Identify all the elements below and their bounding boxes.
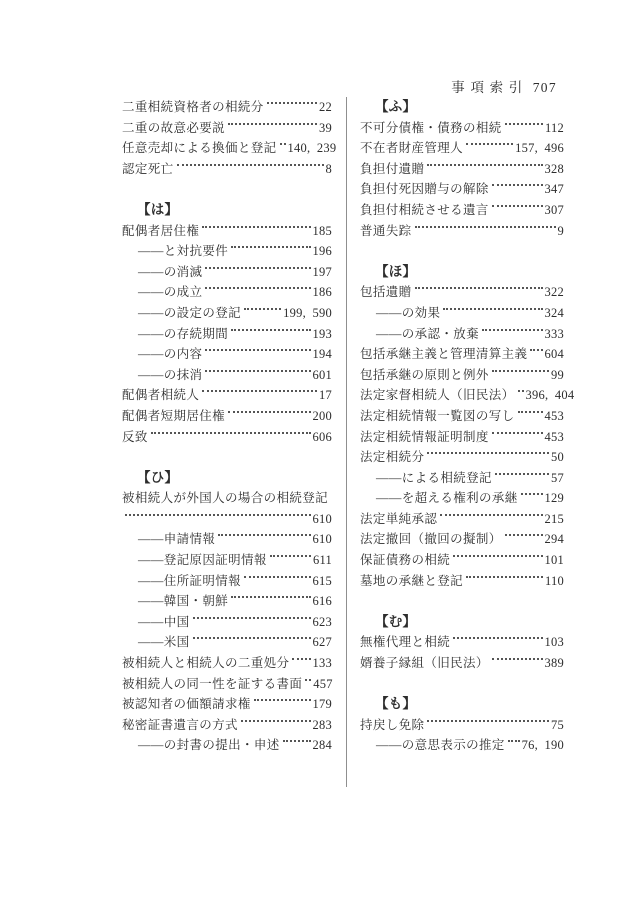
entry-term: 包括遺贈	[360, 285, 412, 300]
index-column-right	[347, 97, 575, 787]
index-entry-row	[360, 550, 564, 571]
index-entry-row	[122, 344, 332, 365]
entry-page-refs: 50	[551, 450, 564, 465]
entry-page-refs: 324	[544, 305, 564, 320]
index-section	[122, 468, 332, 756]
index-section	[360, 262, 575, 592]
entry-page-refs: 389	[544, 656, 564, 671]
entry-term: ――の設定の登記	[138, 305, 242, 320]
folio-page-number: 707	[532, 80, 557, 95]
index-entry-row	[360, 344, 564, 365]
index-entry-row	[360, 365, 564, 386]
index-entry-row	[122, 529, 332, 550]
entry-page-refs: 615	[312, 573, 332, 588]
entry-page-refs: 453	[544, 429, 564, 444]
section-heading: 【む】	[375, 613, 417, 629]
entry-term: 法定相続情報一覧図の写し	[360, 408, 515, 423]
index-entry-row	[122, 674, 332, 695]
entry-term: ――住所証明情報	[138, 573, 242, 588]
entry-term: ――の存続期間	[138, 326, 229, 341]
entry-term: 秘密証書遺言の方式	[122, 717, 238, 732]
entry-page-refs: 57	[551, 470, 564, 485]
entry-term: 認定死亡	[122, 161, 174, 176]
entry-term: 墓地の承継と登記	[360, 573, 464, 588]
index-entry-row	[122, 632, 332, 653]
index-entry-row	[360, 303, 564, 324]
entry-page-refs: 186	[312, 285, 332, 300]
index-entry-row	[360, 282, 564, 303]
entry-term: 保証債務の相続	[360, 553, 451, 568]
index-entry-row	[360, 118, 564, 139]
entry-page-refs: 623	[312, 614, 332, 629]
entry-term: 負担付死因贈与の解除	[360, 182, 489, 197]
index-section	[360, 612, 564, 674]
entry-term: ――韓国・朝鮮	[138, 594, 229, 609]
index-entry-row	[360, 385, 575, 406]
entry-page-refs: 76, 190	[521, 738, 564, 753]
entry-page-refs: 179	[312, 697, 332, 712]
entry-term: 配偶者短期居住権	[122, 408, 226, 423]
entry-term: ――の効果	[376, 305, 441, 320]
entry-page-refs: 101	[544, 553, 564, 568]
entry-page-refs: 457	[313, 676, 333, 691]
entry-term: 婿養子縁組（旧民法）	[360, 656, 489, 671]
entry-term: ――の消滅	[138, 264, 203, 279]
entry-term: 包括承継の原則と例外	[360, 367, 489, 382]
index-entry-row	[122, 159, 332, 180]
entry-page-refs: 185	[312, 223, 332, 238]
entry-term: ――の内容	[138, 347, 203, 362]
entry-page-refs: 157, 496	[515, 141, 564, 156]
index-column-left	[122, 97, 347, 787]
index-section	[122, 200, 332, 447]
entry-page-refs: 129	[544, 491, 564, 506]
entry-term: 法定単純承認	[360, 511, 438, 526]
entry-term: 任意売却による換価と登記	[122, 141, 277, 156]
index-entry-row	[122, 509, 332, 530]
index-entry-row	[122, 365, 332, 386]
entry-page-refs: 284	[312, 738, 332, 753]
entry-term: ――米国	[138, 635, 190, 650]
index-entry-row	[122, 653, 332, 674]
index-entry-row	[122, 262, 332, 283]
section-heading: 【ほ】	[375, 263, 417, 279]
entry-page-refs: 99	[551, 367, 564, 382]
entry-term: 法定相続情報証明制度	[360, 429, 489, 444]
entry-term: 法定相続分	[360, 450, 425, 465]
entry-page-refs: 610	[312, 532, 332, 547]
entry-page-refs: 75	[551, 717, 564, 732]
index-entry-row	[360, 529, 564, 550]
entry-term: 被相続人が外国人の場合の相続登記	[122, 491, 329, 506]
index-entry-row	[360, 735, 564, 756]
index-entry-row	[360, 200, 564, 221]
index-entry-row	[122, 427, 332, 448]
index-entry-row	[122, 221, 332, 242]
index-entry-row	[122, 612, 332, 633]
entry-term: 無権代理と相続	[360, 635, 451, 650]
entry-term: 普通失踪	[360, 223, 412, 238]
entry-page-refs: 133	[312, 656, 332, 671]
index-entry-row	[122, 571, 332, 592]
entry-page-refs: 9	[557, 223, 564, 238]
index-entry-row	[122, 303, 332, 324]
entry-term: 法定家督相続人（旧民法）	[360, 388, 515, 403]
entry-page-refs: 396, 404	[525, 388, 575, 403]
entry-term: ――の抹消	[138, 367, 203, 382]
entry-page-refs: 112	[544, 120, 564, 135]
entry-page-refs: 307	[544, 202, 564, 217]
index-entry-row	[360, 488, 564, 509]
entry-page-refs: 328	[544, 161, 564, 176]
entry-page-refs: 616	[312, 594, 332, 609]
entry-term: 配偶者居住権	[122, 223, 200, 238]
entry-term: 法定撤回（撤回の擬制）	[360, 532, 502, 547]
entry-page-refs: 610	[312, 511, 332, 526]
entry-page-refs: 347	[544, 182, 564, 197]
entry-term: 被相続人の同一性を証する書面	[122, 676, 303, 691]
entry-page-refs: 283	[312, 717, 332, 732]
index-entry-row	[122, 591, 332, 612]
entry-term: 被認知者の価額請求権	[122, 697, 251, 712]
entry-page-refs: 606	[312, 429, 332, 444]
index-entry-row	[122, 241, 332, 262]
entry-page-refs: 333	[544, 326, 564, 341]
index-entry-row	[122, 406, 332, 427]
entry-term: 持戻し免除	[360, 717, 425, 732]
index-entry-row	[122, 97, 332, 118]
index-entry-row	[360, 571, 564, 592]
index-entry-row	[122, 385, 332, 406]
entry-term: 被相続人と相続人の二重処分	[122, 656, 290, 671]
index-entry-row	[360, 324, 564, 345]
entry-page-refs: 196	[312, 244, 332, 259]
index-entry-row	[122, 138, 337, 159]
index-entry-row	[360, 138, 564, 159]
entry-page-refs: 39	[319, 120, 332, 135]
entry-page-refs: 103	[544, 635, 564, 650]
index-entry-row	[360, 447, 564, 468]
entry-page-refs: 215	[544, 511, 564, 526]
entry-term: ――の意思表示の推定	[376, 738, 505, 753]
entry-term: 二重相続資格者の相続分	[122, 100, 264, 114]
entry-term: ――と対抗要件	[138, 244, 229, 259]
entry-page-refs: 17	[319, 388, 332, 403]
index-section	[360, 97, 564, 241]
entry-term: ――の成立	[138, 285, 203, 300]
index-entry-row	[122, 324, 332, 345]
entry-term: 包括承継主義と管理清算主義	[360, 347, 528, 362]
index-entry-row	[122, 694, 332, 715]
entry-term: 二重の故意必要説	[122, 120, 226, 135]
index-entry-row	[122, 488, 332, 509]
entry-page-refs: 193	[312, 326, 332, 341]
entry-term: 配偶者相続人	[122, 388, 200, 403]
section-heading: 【は】	[137, 201, 179, 217]
entry-page-refs: 611	[312, 553, 332, 568]
entry-term: 負担付相続させる遺言	[360, 202, 489, 217]
section-heading: 【ひ】	[137, 469, 179, 485]
running-head	[451, 76, 557, 96]
entry-page-refs: 627	[312, 635, 332, 650]
entry-term: ――を超える権利の承継	[376, 491, 518, 506]
entry-page-refs: 199, 590	[283, 305, 332, 320]
entry-term: ――申請情報	[138, 532, 216, 547]
index-entry-row	[360, 406, 564, 427]
index-entry-row	[122, 118, 332, 139]
section-heading: 【ふ】	[375, 99, 417, 114]
entry-page-refs: 8	[325, 161, 332, 176]
index-entry-row	[360, 427, 564, 448]
index-entry-row	[360, 221, 564, 242]
entry-page-refs: 294	[544, 532, 564, 547]
index-entry-row	[360, 509, 564, 530]
entry-term: 不可分債権・債務の相続	[360, 120, 502, 135]
entry-term: ――の承認・放棄	[376, 326, 480, 341]
entry-page-refs: 110	[544, 573, 564, 588]
index-entry-row	[122, 550, 332, 571]
index-entry-row	[122, 282, 332, 303]
index-entry-row	[360, 159, 564, 180]
entry-term: 負担付遺贈	[360, 161, 425, 176]
index-entry-row	[360, 179, 564, 200]
entry-page-refs: 322	[544, 285, 564, 300]
index-entry-row	[360, 632, 564, 653]
entry-term: 不在者財産管理人	[360, 141, 464, 156]
entry-term: ――登記原因証明情報	[138, 553, 267, 568]
entry-term: 反致	[122, 429, 148, 444]
entry-page-refs: 194	[312, 347, 332, 362]
index-entry-row	[360, 715, 564, 736]
entry-page-refs: 140, 239	[287, 141, 337, 156]
index-entry-row	[122, 715, 332, 736]
index-entry-row	[122, 735, 332, 756]
entry-term: ――の封書の提出・申述	[138, 738, 280, 753]
index-section	[122, 97, 337, 179]
index-entry-row	[360, 653, 564, 674]
entry-page-refs: 22	[319, 100, 332, 114]
entry-page-refs: 601	[312, 367, 332, 382]
index-section	[360, 694, 564, 756]
index-columns	[122, 97, 575, 787]
entry-page-refs: 604	[544, 347, 564, 362]
entry-page-refs: 197	[312, 264, 332, 279]
index-title: 事項索引	[451, 80, 528, 95]
section-heading: 【も】	[375, 696, 417, 712]
entry-page-refs: 200	[312, 408, 332, 423]
index-entry-row	[360, 468, 564, 489]
entry-term: ――中国	[138, 614, 190, 629]
entry-page-refs: 453	[544, 408, 564, 423]
entry-term: ――による相続登記	[376, 470, 492, 485]
